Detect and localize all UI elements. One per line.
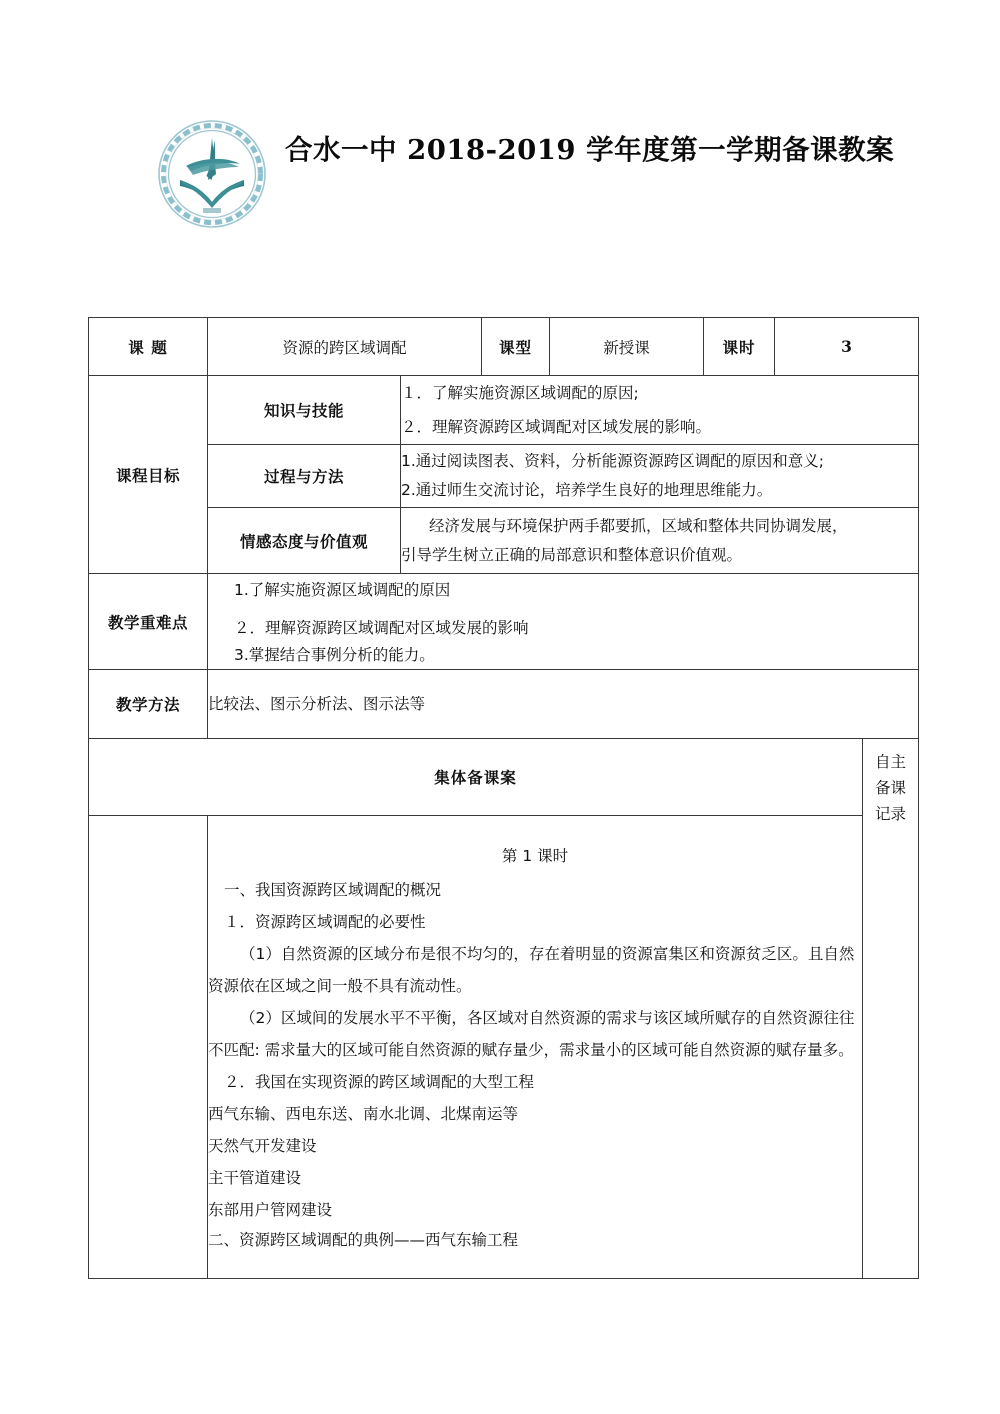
lesson-plan-table xyxy=(88,317,919,1279)
collective-section-title: 集体备课案 xyxy=(89,739,863,816)
lesson-body-paragraph: （2）区域间的发展水平不平衡，各区域对自然资源的需求与该区域所赋存的自然资源往往不匹配: 需求量大的区域可能自然资源的赋存量少，需求量小的区域可能自然资源的赋存量多。 xyxy=(208,1008,855,1059)
table-row-topic xyxy=(89,318,919,376)
label-objective-process: 过程与方法 xyxy=(208,445,401,508)
page-title: 合水一中 2018-2019 学年度第一学期备课教案 xyxy=(285,134,895,166)
self-prep-record-line-2: 备课 xyxy=(875,779,907,797)
table-row-key-points xyxy=(89,574,919,670)
lesson-body-paragraph: ２．我国在实现资源的跨区域调配的大型工程 xyxy=(224,1072,535,1091)
lesson-body-paragraph: 二、资源跨区域调配的典例——西气东输工程 xyxy=(208,1230,519,1249)
value-topic: 资源的跨区域调配 xyxy=(208,318,482,376)
table-row-objective-attitude xyxy=(89,508,919,574)
body-left-gutter xyxy=(89,816,208,1279)
table-row-lesson-body xyxy=(89,816,919,1279)
value-objective-knowledge xyxy=(401,376,919,445)
objective-process-line-1: 1.通过阅读图表、资料，分析能源资源跨区调配的原因和意义; xyxy=(401,452,825,470)
key-point-line-3: 3.掌握结合事例分析的能力。 xyxy=(234,646,435,664)
value-key-points xyxy=(208,574,919,670)
self-prep-record-column xyxy=(863,739,919,1279)
lesson-body-paragraph: 西气东输、西电东送、南水北调、北煤南运等 xyxy=(208,1104,519,1123)
objective-attitude-line-1: 经济发展与环境保护两手都要抓，区域和整体共同协调发展， xyxy=(429,516,848,535)
table-row-objective-knowledge xyxy=(89,376,919,445)
lesson-body-paragraph: １．资源跨区域调配的必要性 xyxy=(224,912,426,931)
table-row-methods xyxy=(89,670,919,739)
label-objective-knowledge: 知识与技能 xyxy=(208,376,401,445)
value-objective-attitude xyxy=(401,508,919,574)
value-class-type: 新授课 xyxy=(550,318,704,376)
label-key-points: 教学重难点 xyxy=(89,574,208,670)
objective-attitude-line-2: 引导学生树立正确的局部意识和整体意识价值观。 xyxy=(401,545,743,564)
table-row-collective-header xyxy=(89,739,919,816)
lesson-body-heading: 第 1 课时 xyxy=(501,846,569,865)
lesson-body-paragraph: 天然气开发建设 xyxy=(208,1136,317,1155)
lesson-body-paragraph: 一、我国资源跨区域调配的概况 xyxy=(224,880,442,899)
lesson-body-paragraph: （1）自然资源的区域分布是很不均匀的，存在着明显的资源富集区和资源贫乏区。且自然资源依在区域之间一般不具有流动性。 xyxy=(208,944,855,995)
label-topic: 课 题 xyxy=(89,318,208,376)
value-methods: 比较法、图示分析法、图示法等 xyxy=(208,670,919,739)
key-point-line-1: 1.了解实施资源区域调配的原因 xyxy=(234,581,451,599)
objective-knowledge-line-2: ２．理解资源跨区域调配对区域发展的影响。 xyxy=(401,418,712,436)
objective-knowledge-line-1: １．了解实施资源区域调配的原因; xyxy=(401,384,639,402)
lesson-body-paragraph: 东部用户管网建设 xyxy=(208,1200,333,1219)
label-objective-attitude: 情感态度与价值观 xyxy=(208,508,401,574)
key-point-line-2: ２．理解资源跨区域调配对区域发展的影响 xyxy=(234,619,529,637)
self-prep-record-line-1: 自主 xyxy=(875,753,907,771)
label-course-objectives: 课程目标 xyxy=(89,376,208,574)
document-header xyxy=(0,0,1000,300)
objective-process-line-2: 2.通过师生交流讨论，培养学生良好的地理思维能力。 xyxy=(401,481,773,499)
label-periods: 课时 xyxy=(704,318,775,376)
table-row-objective-process xyxy=(89,445,919,508)
lesson-body-paragraph: 主干管道建设 xyxy=(208,1168,302,1187)
label-methods: 教学方法 xyxy=(89,670,208,739)
self-prep-record-line-3: 记录 xyxy=(875,805,907,823)
value-objective-process xyxy=(401,445,919,508)
label-class-type: 课型 xyxy=(482,318,550,376)
school-emblem-icon xyxy=(156,118,268,230)
value-periods: 3 xyxy=(775,318,919,376)
lesson-body-content xyxy=(208,816,863,1279)
